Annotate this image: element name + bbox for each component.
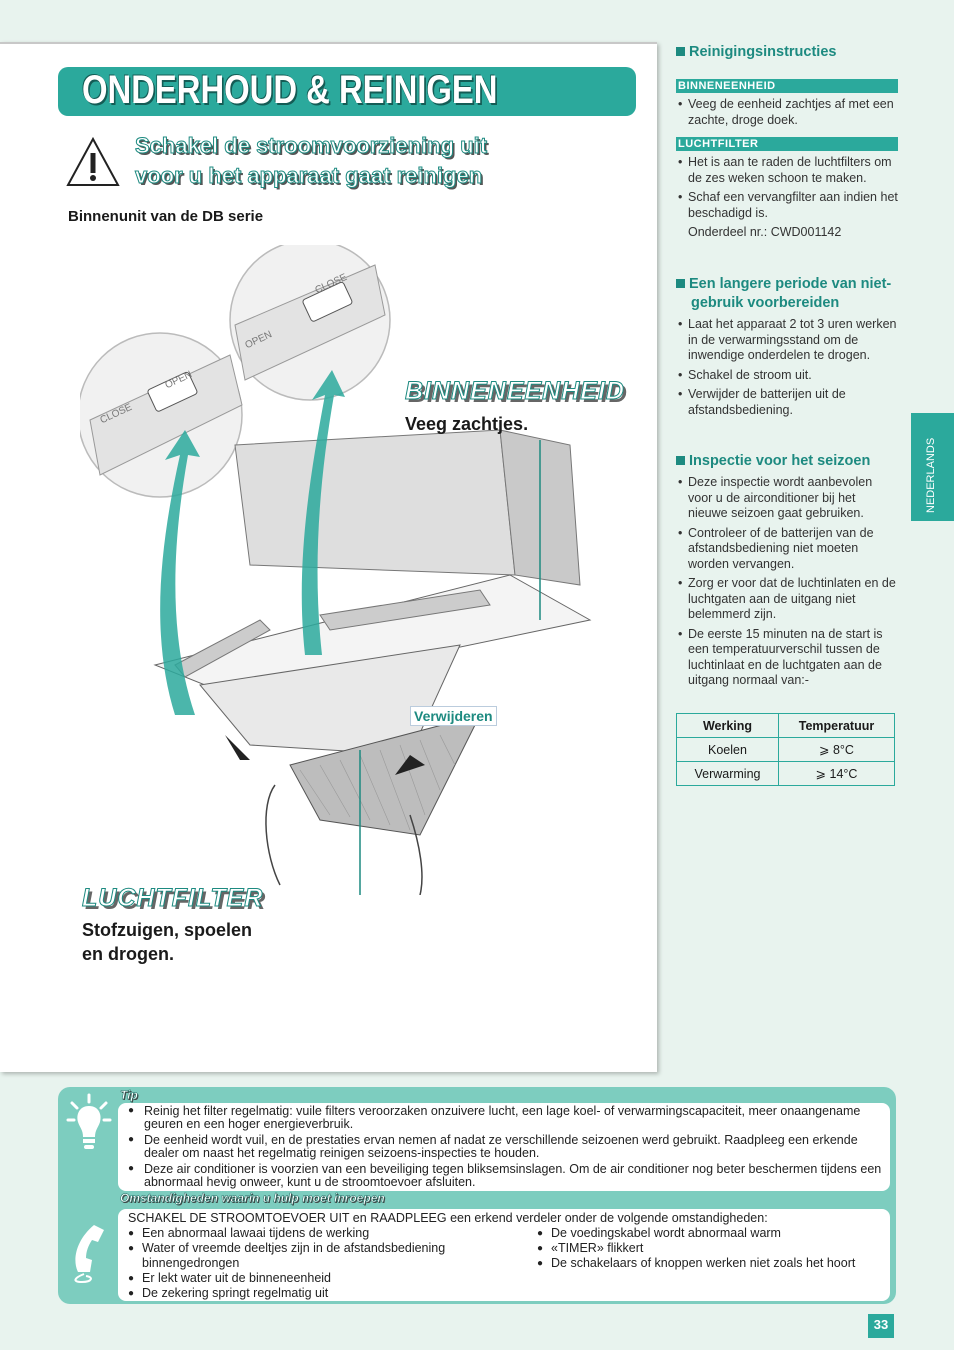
bullet-filter-clean: • Het is aan te raden de luchtfilters om de zes weken schoon te maken.: [676, 155, 898, 186]
help-intro: SCHAKEL DE STROOMTOEVOER UIT en RAADPLEEG een erkend verdeler onder de volgende omstandigheden:: [128, 1211, 768, 1225]
tip-label: Tip: [120, 1088, 138, 1102]
strip-binneneenheid: BINNENEENHEID: [676, 79, 898, 93]
bullet-unit-wipe: • Veeg de eenheid zachtjes af met een zachte, droge doek.: [676, 97, 898, 128]
unit-label: Binnenunit van de DB serie: [68, 208, 264, 225]
warning-line-2: voor u het apparaat gaat reinigen: [135, 163, 483, 188]
close-text-left: CLOSE: [98, 401, 134, 427]
bullet-air-inlets: • Zorg er voor dat de luchtinlaten en de luchtgaten aan de uitgang niet belemmerd zijn.: [676, 576, 898, 623]
table-header-row: [677, 714, 895, 738]
page-title: ONDERHOUD & REINIGEN: [82, 68, 498, 112]
page-number: 33: [868, 1314, 894, 1338]
help-item: ● Een abnormaal lawaai tijdens de werking: [128, 1226, 468, 1241]
tip-item: ● Deze air conditioner is voorzien van een beveiliging tegen bliksemsinslagen. Om de air conditioner nog beter beschermen tijdens een abnormaal hevig onweer, kunt u de stroomtoevoer afsluiten.: [128, 1163, 883, 1188]
part-number: Onderdeel nr.: CWD001142: [688, 225, 842, 239]
help-item: ● Er lekt water uit de binneneenheid: [128, 1271, 468, 1286]
bullet-power-off: • Schakel de stroom uit.: [676, 368, 898, 384]
strip-luchtfilter: LUCHTFILTER: [676, 137, 898, 151]
section-heading-inspection: Inspectie voor het seizoen: [676, 452, 898, 471]
tip-item: ● De eenheid wordt vuil, en de prestaties ervan nemen af nadat ze verschillende seizoenen werd gebruikt. Raadpleeg een erkende dealer om naast het regelmatig reinigen seizoens-inspecties te houden.: [128, 1134, 883, 1159]
binneneenheid-label: BINNENEENHEID: [405, 377, 625, 405]
table-cell: ⩾ 14°C: [778, 762, 894, 786]
bullet-temperature-difference: • De eerste 15 minuten na de start is een temperatuurverschil tussen de luchtinlaat en de luchtgaten aan de uitgang normaal van:-: [676, 627, 898, 689]
table-cell: Koelen: [677, 738, 779, 762]
open-text-right: OPEN: [243, 329, 274, 352]
zoom-circle-right: [230, 245, 390, 400]
table-header-werking: Werking: [677, 714, 779, 738]
bullet-check-batteries: • Controleer of de batterijen van de afstandsbediening niet moeten worden vervangen.: [676, 526, 898, 573]
help-item: ● Water of vreemde deeltjes zijn in de afstandsbediening binnengedrongen: [128, 1241, 468, 1271]
square-bullet-icon: [676, 279, 685, 288]
help-list-left: [128, 1226, 468, 1301]
long-term-section: [676, 275, 898, 418]
help-item: ● «TIMER» flikkert: [537, 1241, 882, 1256]
luchtfilter-instruction: [82, 918, 252, 966]
open-text-left: OPEN: [163, 369, 194, 392]
warning-text: [135, 131, 635, 191]
language-tab-label: NEDERLANDS: [925, 437, 937, 513]
zoom-circle-left: [80, 333, 242, 497]
bullet-inspection-recommended: • Deze inspectie wordt aanbevolen voor u de airconditioner bij het nieuwe seizoen gaat gebruiken.: [676, 475, 898, 522]
square-bullet-icon: [676, 47, 685, 56]
lightbulb-icon: [66, 1093, 112, 1153]
table-cell: Verwarming: [677, 762, 779, 786]
bullet-dry-run: • Laat het apparaat 2 tot 3 uren werken in de verwarmingsstand om de inwendige onderdelen te drogen.: [676, 317, 898, 364]
table-row: [677, 738, 895, 762]
help-label: Omstandigheden waarin u hulp moet inroepen: [120, 1191, 385, 1205]
square-bullet-icon: [676, 456, 685, 465]
luchtfilter-instruction-line-2: en drogen.: [82, 944, 175, 964]
binneneenheid-instruction: Veeg zachtjes.: [405, 414, 529, 434]
table-header-temperatuur: Temperatuur: [778, 714, 894, 738]
bullet-filter-replace: • Schaf een vervangfilter aan indien het beschadigd is.: [676, 190, 898, 221]
help-item: ● De schakelaars of knoppen werken niet zoals het hoort: [537, 1256, 882, 1271]
telephone-icon: [64, 1222, 110, 1284]
cassette-unit-illustration: [80, 245, 600, 895]
luchtfilter-instruction-line-1: Stofzuigen, spoelen: [82, 920, 253, 940]
help-item: ● De voedingskabel wordt abnormaal warm: [537, 1226, 882, 1241]
bullet-remove-batteries: • Verwijder de batterijen uit de afstandsbediening.: [676, 387, 898, 418]
language-tab: [911, 413, 954, 521]
cleaning-instructions-section: [676, 43, 898, 241]
table-row: [677, 762, 895, 786]
help-list-right: [537, 1226, 882, 1271]
warning-icon: [66, 136, 120, 188]
remove-label: Verwijderen: [410, 706, 497, 726]
table-cell: ⩾ 8°C: [778, 738, 894, 762]
help-item: ● De zekering springt regelmatig uit: [128, 1286, 468, 1301]
luchtfilter-label: LUCHTFILTER: [82, 884, 264, 912]
temperature-table: [676, 713, 895, 786]
top-divider: [0, 42, 657, 44]
tip-item: ● Reinig het filter regelmatig: vuile filters veroorzaken onzuivere lucht, een lage koel- of verwarmingscapaciteit, meer onaangename geuren en een hoger energieverbruik.: [128, 1105, 883, 1130]
section-heading-long-term: Een langere periode van niet-gebruik voorbereiden: [676, 275, 898, 313]
season-inspection-section: [676, 452, 898, 689]
warning-line-1: Schakel de stroomvoorziening uit: [135, 133, 488, 158]
tip-list: [128, 1105, 883, 1192]
section-heading-cleaning: Reinigingsinstructies: [676, 43, 898, 62]
close-text-right: CLOSE: [313, 271, 349, 297]
